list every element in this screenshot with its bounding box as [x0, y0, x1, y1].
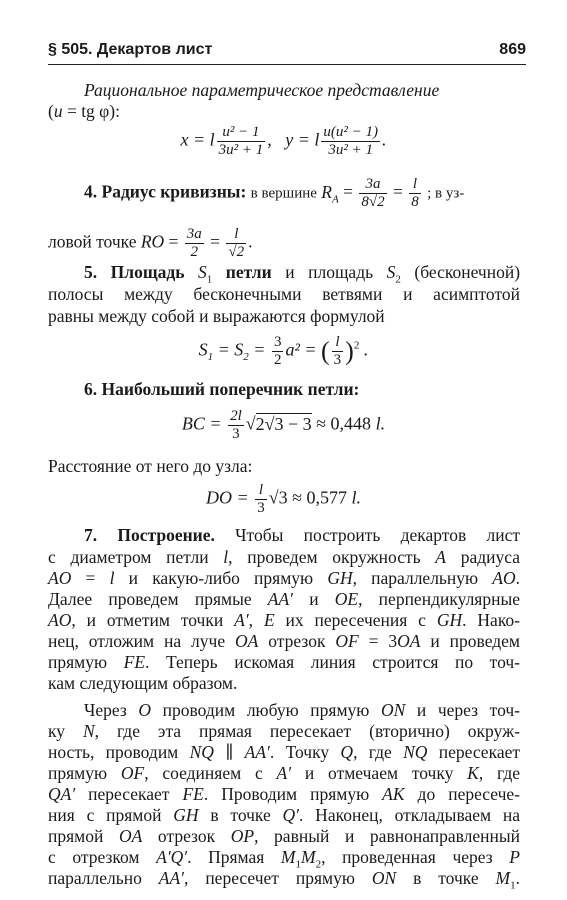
text-line: QA′ пересекает FE. Проводим прямую AK до пересече-: [48, 784, 520, 804]
text-line: ловой точке RO = $\frac{3a}{2}$ = $\frac{l}{√2}$ .: [48, 226, 253, 260]
text-line: полосы между бесконечными ветвями и асимптотой: [48, 284, 520, 304]
formula-do: DO = $\frac{l}{3}$ √3 ≈ 0,577 l.: [206, 482, 361, 516]
text-line: прямую FE. Теперь искомая линия строится по точ-: [48, 652, 521, 672]
text-line: с диаметром петли l, проведем окружность A радиуса: [48, 547, 520, 567]
text-line: с отрезком A′Q′. Прямая $M_1M_2$, проведенная через P: [48, 847, 520, 871]
text-line: равны между собой и выражаются формулой: [48, 306, 385, 326]
text-line: ность, проводим NQ ∥ AA′. Точку Q, где NQ пересекает: [48, 742, 520, 762]
text-line: прямую OF, соединяем с A′ и отмечаем точку K, где: [48, 763, 520, 783]
text-line: Через O проводим любую прямую ON и через точ-: [84, 700, 521, 720]
text-line: AO = l и какую-либо прямую GH, параллельную AO.: [48, 568, 520, 588]
header-rule: [48, 64, 526, 65]
text-line: Расстояние от него до узла:: [48, 456, 253, 476]
text-line: AO, и отметим точки A′, E их пересечения с GH. Нако-: [48, 610, 521, 630]
text-line: 4. Радиус кривизны: в вершине $R_A$ = $\frac{3a}{8√2}$ = $\frac{l}{8}$ ; в уз-: [84, 176, 465, 210]
text-line: ния с прямой GH в точке Q′. Наконец, откладываем на: [48, 805, 521, 825]
text-line: ку N, где эта прямая пересекает (вторично) окруж-: [48, 721, 520, 741]
formula-bc: BC = $\frac{2l}{3}$ √2√3 − 3 ≈ 0,448 l.: [181, 408, 386, 442]
formula-area: $S_1 = S_2$ = $\frac{3}{2}$ a² = ( $\frac{l}{3}$ )$^2$ .: [198, 334, 369, 368]
text-line: прямой OA отрезок OP, равный и равнонаправленный: [48, 826, 520, 846]
text-line: 6. Наибольший поперечник петли:: [84, 379, 360, 399]
text-line: 5. Площадь $S_1$ петли и площадь $S_2$ (бесконечной): [84, 262, 521, 286]
section-title: § 505. Декартов лист: [48, 41, 213, 58]
text-line: Рациональное параметрическое представление: [84, 80, 440, 100]
text-line: кам следующим образом.: [48, 673, 238, 693]
text-line: нец, отложим на луче OA отрезок OF = 3OA и проведем: [48, 631, 520, 651]
text-line: 7. Построение. Чтобы построить декартов лист: [84, 525, 521, 545]
text-line: Далее проведем прямые AA′ и OE, перпендикулярные: [48, 589, 520, 609]
formula-parametric: x = l $\frac{\text{u² − 1}}{\text{3u² + 1}}$ , y = l $\frac{\text{u(u² − 1)}}{\text{3u² + 1}}$ .: [180, 124, 387, 158]
text-line: параллельно AA′, пересечет прямую ON в точке $M_1$.: [48, 868, 520, 892]
page-number: 869: [499, 41, 526, 58]
text-line: (u = tg φ):: [48, 101, 120, 121]
